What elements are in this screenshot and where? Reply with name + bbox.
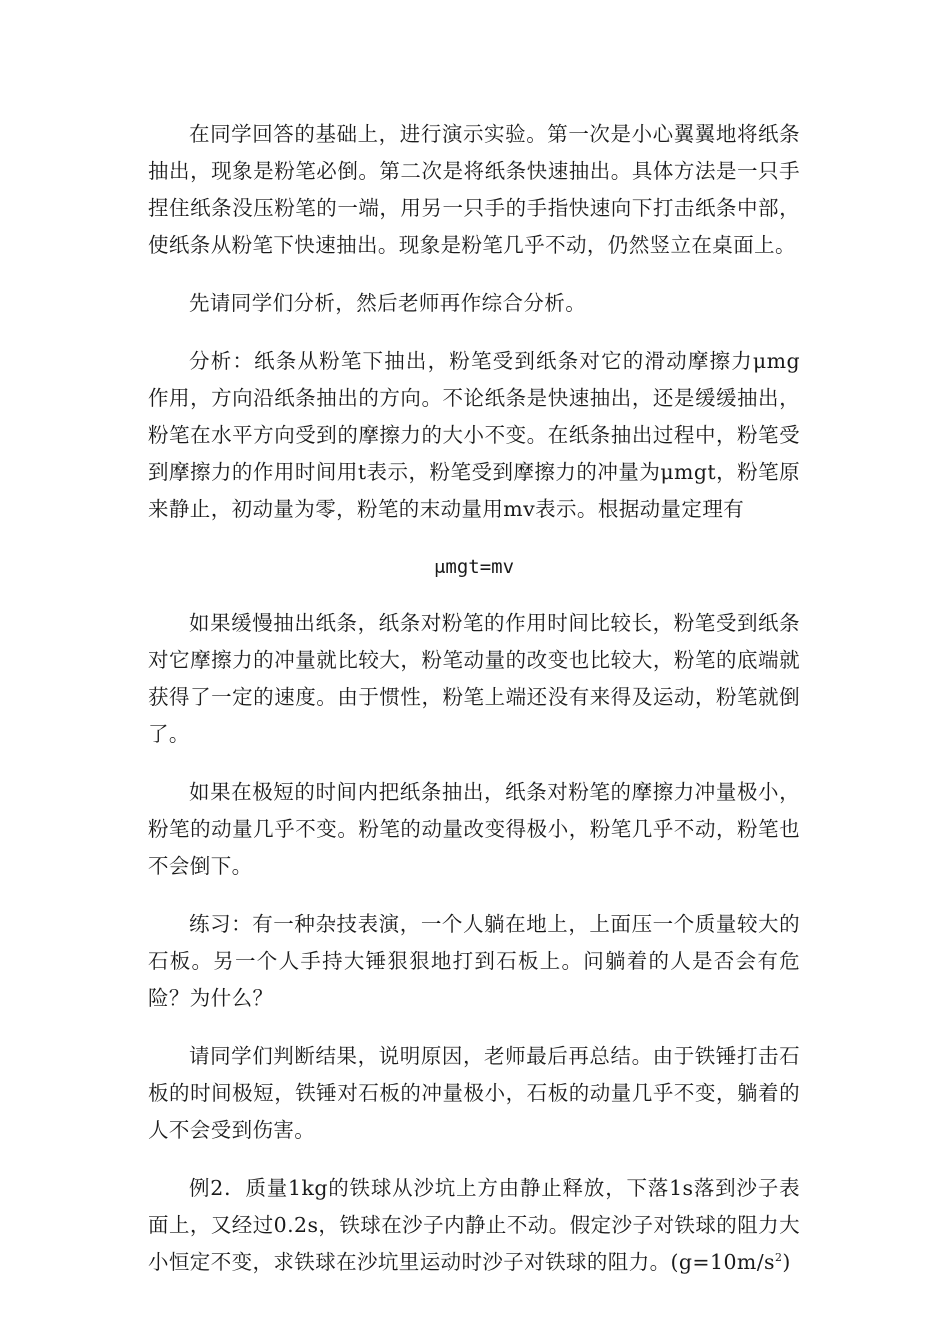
paragraph-analysis: 分析：纸条从粉笔下抽出，粉笔受到纸条对它的滑动摩擦力μmg作用，方向沿纸条抽出的方向。不论纸条是快速抽出，还是缓缓抽出，粉笔在水平方向受到的摩擦力的大小不变。在纸条抽出过程中，粉笔受到摩擦力的作用时间用t表示，粉笔受到摩擦力的冲量为μmgt，粉笔原来静止，初动量为零，粉笔的末动量用mv表示。根据动量定理有 bbox=[148, 349, 800, 521]
paragraph-demo-experiment: 在同学回答的基础上，进行演示实验。第一次是小心翼翼地将纸条抽出，现象是粉笔必倒。第二次是将纸条快速抽出。具体方法是一只手捏住纸条没压粉笔的一端，用另一只手的手指快速向下打击纸条中部，使纸条从粉笔下快速抽出。现象是粉笔几乎不动，仍然竖立在桌面上。 bbox=[148, 122, 800, 257]
paragraph-slow-pull: 如果缓慢抽出纸条，纸条对粉笔的作用时间比较长，粉笔受到纸条对它摩擦力的冲量就比较大，粉笔动量的改变也比较大，粉笔的底端就获得了一定的速度。由于惯性，粉笔上端还没有来得及运动，粉笔就倒了。 bbox=[148, 611, 800, 746]
paragraph-exercise-answer: 请同学们判断结果，说明原因，老师最后再总结。由于铁锤打击石板的时间极短，铁锤对石板的冲量极小，石板的动量几乎不变，躺着的人不会受到伤害。 bbox=[148, 1044, 800, 1142]
document-page bbox=[148, 116, 800, 1302]
paragraph-example-2 bbox=[148, 1170, 800, 1281]
example-2-closing: ) bbox=[782, 1250, 791, 1274]
example-2-text: 例2．质量1kg的铁球从沙坑上方由静止释放，下落1s落到沙子表面上，又经过0.2s，铁球在沙子内静止不动。假定沙子对铁球的阻力大小恒定不变，求铁球在沙坑里运动时沙子对铁球的阻力。(g=10m/s bbox=[148, 1176, 800, 1274]
momentum-formula: μmgt=mv bbox=[433, 556, 515, 578]
paragraph-fast-pull: 如果在极短的时间内把纸条抽出，纸条对粉笔的摩擦力冲量极小，粉笔的动量几乎不变。粉笔的动量改变得极小，粉笔几乎不动，粉笔也不会倒下。 bbox=[148, 780, 800, 878]
example-2-exponent: 2 bbox=[774, 1251, 783, 1265]
paragraph-analysis-intro: 先请同学们分析，然后老师再作综合分析。 bbox=[189, 291, 587, 315]
paragraph-exercise: 练习：有一种杂技表演，一个人躺在地上，上面压一个质量较大的石板。另一个人手持大锤狠狠地打到石板上。问躺着的人是否会有危险？为什么？ bbox=[148, 912, 800, 1010]
